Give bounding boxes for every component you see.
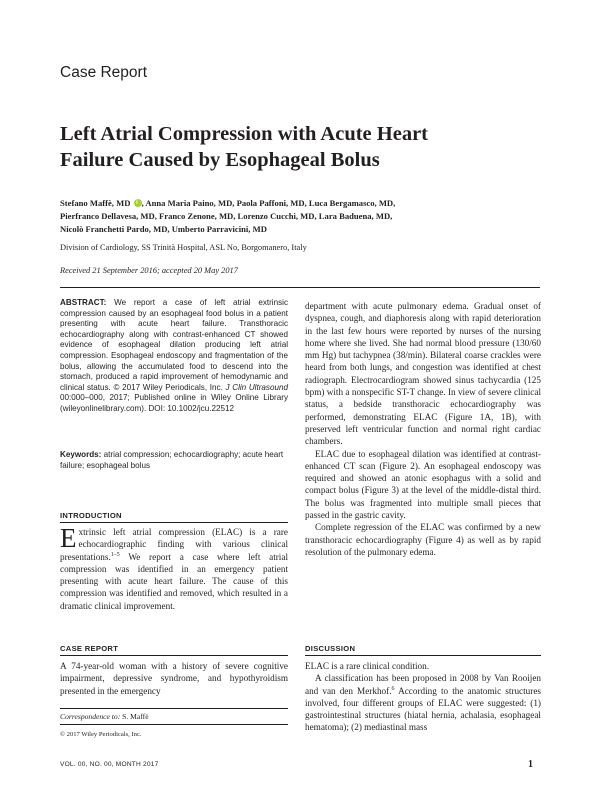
journal-name: J Clin Ultrasound	[225, 382, 288, 392]
intro-text-b: We report a case where left atrial compression was identified in an emergency patient presenting with acute heart failure. The cause of this compression was identified and removed, which resulted in a dramatic clinical improvement.	[60, 551, 288, 611]
discussion-text-b: According to the anatomic structures involved, four different groups of ELAC were suggested: (1) gastrointestinal structures (hiatal hernia, achalasia, esophageal hematoma); (2) mediastinal mass	[305, 685, 541, 733]
discussion-paragraph-1: ELAC is a rare clinical condition.	[305, 661, 429, 671]
article-title	[60, 121, 550, 173]
right-paragraph-2: ELAC due to esophageal dilation was identified at contrast-enhanced CT scan (Figure 2). An esophageal endoscopy was required and showed an atonic esophagus with a solid and compact bolus (Figure 3) at the level of the middle-distal third. The bolus was fragmented into multiple small pieces that passed in the gastric cavity.	[305, 448, 541, 521]
orcid-icon[interactable]	[134, 199, 142, 207]
discussion-citation[interactable]: 6	[391, 685, 395, 692]
received-accepted-dates: Received 21 September 2016; accepted 20 May 2017	[60, 266, 238, 275]
case-report-text: A 74-year-old woman with a history of severe cognitive impairment, depressive syndrome, and hypothyroidism presented in the emergency	[60, 661, 288, 696]
keywords	[60, 450, 288, 471]
abstract-label: ABSTRACT:	[60, 298, 107, 307]
discussion-heading: DISCUSSION	[305, 644, 356, 653]
author-list	[60, 197, 550, 236]
abstract	[60, 298, 288, 415]
author-line-3: Nicolò Franchetti Pardo, MD, Umberto Parravicini, MD	[60, 224, 267, 234]
introduction-rule	[60, 522, 288, 523]
citation-info: 00:000–000, 2017; Published online in Wiley Online Library (wileyonlinelibrary.com). DOI: 10.1002/jcu.22512	[60, 393, 288, 413]
drop-cap: E	[60, 523, 77, 553]
right-paragraph-3: Complete regression of the ELAC was confirmed by a new transthoracic echocardiography (Figure 4) as well as by rapid resolution of the pulmonary edema.	[305, 522, 541, 557]
author-line-2: Pierfranco Dellavesa, MD, Franco Zenone, MD, Lorenzo Cucchi, MD, Lara Baduena, MD,	[60, 211, 393, 221]
case-report-rule	[60, 655, 288, 656]
author-rest-1: , Anna Maria Paino, MD, Paola Paffoni, MD, Luca Bergamasco, MD,	[141, 198, 396, 208]
affiliation: Division of Cardiology, SS Trinità Hospital, ASL No, Borgomanero, Italy	[60, 243, 307, 252]
discussion-rule	[305, 655, 541, 656]
abstract-text: We report a case of left atrial extrinsic compression caused by an esophageal food bolus in a patient presenting with acute heart failure. Transthoracic echocardiography along with contrast-enhanced CT showed evidence of esophageal dilation producing left atrial compression. Esophageal endoscopy and fragmentation of the bolus, allowing the accumulated food to descend into the stomach, produced a rapid improvement of hemodynamic and clinical status. © 2017 Wiley Periodicals, Inc.	[60, 298, 288, 392]
right-column-body	[305, 300, 541, 558]
title-line-2: Failure Caused by Esophageal Bolus	[60, 149, 380, 171]
case-report-heading: CASE REPORT	[60, 644, 119, 653]
keywords-text: atrial compression; echocardiography; acute heart failure; esophageal bolus	[60, 450, 284, 470]
discussion-body	[305, 660, 541, 734]
intro-citation[interactable]: 1–5	[110, 551, 120, 558]
title-line-1: Left Atrial Compression with Acute Heart	[60, 123, 428, 145]
header-divider	[60, 287, 540, 288]
keywords-label: Keywords:	[60, 450, 102, 459]
correspondence-name: S. Maffè	[120, 712, 149, 721]
author-first: Stefano Maffè, MD	[60, 198, 131, 208]
copyright: © 2017 Wiley Periodicals, Inc.	[60, 731, 142, 738]
discussion-text-a: A classification has been proposed in 2008 by Van Rooijen and van den Merkhof.	[305, 673, 541, 696]
correspondence-label: Correspondence to:	[60, 712, 121, 721]
correspondence	[60, 712, 149, 721]
right-paragraph-1: department with acute pulmonary edema. Gradual onset of dyspnea, cough, and diaphoresis along with rapid deterioration in the last few hours were reported by nurses of the nursing home where she lived. She had normal blood pressure (130/60 mm Hg) but tachypnea (38/min). Bilateral coarse crackles were heard from both lungs, and congestion was identified at chest radiograph. Electrocardiogram showed sinus tachycardia (125 bpm) with a nonspecific ST-T change. In view of severe clinical status, a bedside transthoracic echocardiography was performed, demonstrating ELAC (Figure 1A, 1B), with preserved left ventricular function and normal right cardiac chambers.	[305, 301, 541, 447]
intro-text-a: xtrinsic left atrial compression (ELAC) is a rare echocardiographic finding with various clinical presentations.	[60, 527, 288, 562]
footer-volume: VOL. 00, NO. 00, MONTH 2017	[60, 761, 159, 768]
page-number: 1	[528, 759, 533, 770]
case-report-body	[60, 660, 288, 697]
introduction-body	[60, 523, 288, 612]
introduction-heading: INTRODUCTION	[60, 511, 122, 520]
section-label: Case Report	[60, 64, 148, 81]
footnote-rule	[60, 708, 288, 709]
copyright-rule	[60, 724, 288, 725]
